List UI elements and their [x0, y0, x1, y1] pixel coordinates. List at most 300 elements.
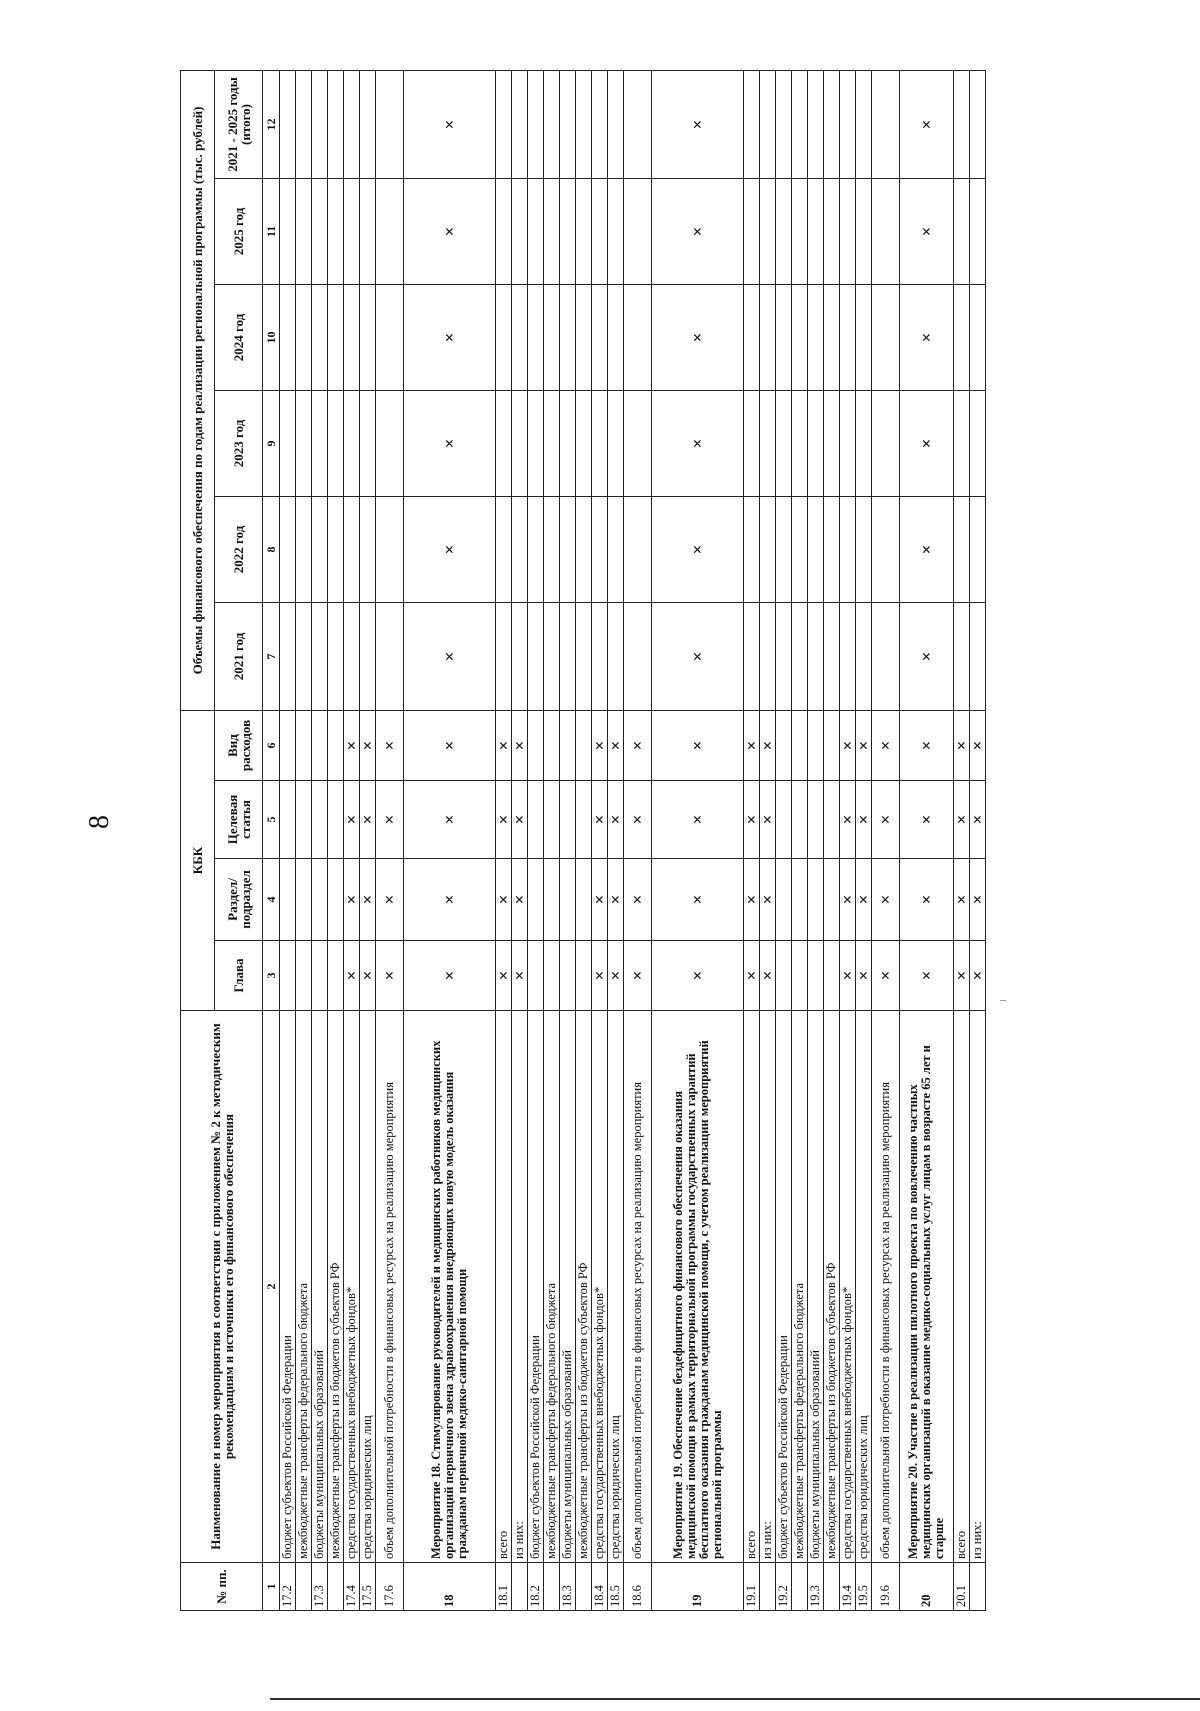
year-cell [744, 70, 760, 178]
year-cell [544, 496, 560, 602]
kbk-cell: × [840, 710, 856, 780]
year-cell [744, 496, 760, 602]
row-name: бюджеты муниципальных образований [560, 1011, 576, 1563]
column-number-row [263, 70, 280, 1610]
column-number: 12 [263, 70, 280, 178]
row-number: 19.2 [776, 1563, 792, 1611]
row-number: 19.4 [840, 1563, 856, 1611]
year-cell [344, 496, 360, 602]
year-cell [824, 70, 840, 178]
kbk-cell [544, 859, 560, 941]
row-number: 19.3 [808, 1563, 824, 1611]
kbk-cell: × [760, 781, 776, 859]
year-cell [512, 602, 528, 710]
kbk-cell: × [744, 941, 760, 1011]
year-cell [792, 602, 808, 710]
row-number: 18.4 [592, 1563, 608, 1611]
year-cell [544, 602, 560, 710]
kbk-cell: × [954, 859, 970, 941]
row-name: межбюджетные трансферты федерального бюджета [296, 1011, 312, 1563]
kbk-cell [528, 781, 544, 859]
header-name: Наименование и номер мероприятия в соответствии с приложением № 2 к методическим рекомендациям и источники его финансового обеспечения [181, 1011, 263, 1563]
year-cell [840, 496, 856, 602]
table-row [280, 70, 296, 1610]
year-cell [312, 390, 328, 496]
kbk-cell: × [608, 710, 624, 780]
year-cell [954, 178, 970, 284]
kbk-cell [792, 941, 808, 1011]
year-cell [344, 390, 360, 496]
year-cell: × [900, 178, 954, 284]
row-number [576, 1563, 592, 1611]
year-cell [376, 178, 404, 284]
kbk-cell: × [512, 781, 528, 859]
year-cell [296, 178, 312, 284]
row-name: из них: [760, 1011, 776, 1563]
year-cell [970, 496, 986, 602]
kbk-cell [808, 859, 824, 941]
year-cell [328, 284, 344, 390]
kbk-cell [808, 710, 824, 780]
row-number: 17.4 [344, 1563, 360, 1611]
year-cell [576, 178, 592, 284]
year-cell [970, 602, 986, 710]
year-cell [824, 602, 840, 710]
kbk-cell: × [856, 859, 872, 941]
header-2022: 2022 год [215, 496, 263, 602]
year-cell [776, 602, 792, 710]
kbk-cell: × [856, 941, 872, 1011]
row-number: 18.5 [608, 1563, 624, 1611]
kbk-cell: × [496, 710, 512, 780]
row-number [970, 1563, 986, 1611]
kbk-cell: × [856, 781, 872, 859]
row-name: средства государственных внебюджетных фондов* [344, 1011, 360, 1563]
page-number: 8 [84, 815, 115, 829]
kbk-cell: × [624, 859, 652, 941]
year-cell [824, 390, 840, 496]
kbk-cell [792, 781, 808, 859]
kbk-cell [560, 941, 576, 1011]
year-cell [592, 496, 608, 602]
year-cell [760, 602, 776, 710]
kbk-cell [560, 781, 576, 859]
year-cell [576, 284, 592, 390]
row-name: бюджеты муниципальных образований [312, 1011, 328, 1563]
kbk-cell: × [840, 859, 856, 941]
year-cell: × [652, 284, 744, 390]
year-cell [608, 284, 624, 390]
kbk-cell: × [840, 781, 856, 859]
header-2021: 2021 год [215, 602, 263, 710]
row-name: бюджет субъектов Российской Федерации [776, 1011, 792, 1563]
year-cell [856, 178, 872, 284]
header-razdel: Раздел/ подраздел [215, 859, 263, 941]
kbk-cell [280, 859, 296, 941]
year-cell [528, 602, 544, 710]
year-cell [608, 496, 624, 602]
year-cell [560, 390, 576, 496]
year-cell [328, 602, 344, 710]
kbk-cell: × [760, 941, 776, 1011]
kbk-cell: × [592, 710, 608, 780]
year-cell [344, 284, 360, 390]
table-row [760, 70, 776, 1610]
year-cell [592, 178, 608, 284]
year-cell [328, 390, 344, 496]
kbk-cell [528, 941, 544, 1011]
kbk-cell: × [512, 941, 528, 1011]
page-bottom-rule [270, 1698, 1200, 1700]
table-body [280, 70, 986, 1610]
kbk-cell: × [970, 710, 986, 780]
year-cell: × [652, 70, 744, 178]
year-cell [824, 284, 840, 390]
year-cell [624, 496, 652, 602]
row-name: средства государственных внебюджетных фондов* [840, 1011, 856, 1563]
year-cell [760, 496, 776, 602]
year-cell [544, 178, 560, 284]
table-row [544, 70, 560, 1610]
row-number: 19.1 [744, 1563, 760, 1611]
kbk-cell [808, 941, 824, 1011]
kbk-cell: × [970, 859, 986, 941]
year-cell [544, 70, 560, 178]
kbk-cell [296, 941, 312, 1011]
year-cell [312, 178, 328, 284]
table-row [360, 70, 376, 1610]
header-statya: Целевая статья [215, 781, 263, 859]
row-number [512, 1563, 528, 1611]
year-cell [970, 70, 986, 178]
year-cell: × [900, 284, 954, 390]
year-cell [312, 70, 328, 178]
year-cell [808, 390, 824, 496]
row-name: межбюджетные трансферты из бюджетов субъектов РФ [328, 1011, 344, 1563]
header-glava: Глава [215, 941, 263, 1011]
kbk-cell [792, 710, 808, 780]
kbk-cell: × [872, 941, 900, 1011]
year-cell [360, 390, 376, 496]
row-name: средства государственных внебюджетных фондов* [592, 1011, 608, 1563]
year-cell: × [404, 178, 496, 284]
kbk-cell [280, 781, 296, 859]
table-row [954, 70, 970, 1610]
year-cell [512, 70, 528, 178]
year-cell [576, 496, 592, 602]
year-cell [872, 284, 900, 390]
kbk-cell [776, 710, 792, 780]
kbk-cell [528, 859, 544, 941]
year-cell [592, 70, 608, 178]
column-number: 1 [263, 1563, 280, 1611]
kbk-cell [296, 710, 312, 780]
kbk-cell: × [624, 710, 652, 780]
table-row [970, 70, 986, 1610]
row-name: средства юридических лиц [360, 1011, 376, 1563]
kbk-cell: × [970, 941, 986, 1011]
kbk-cell: × [376, 941, 404, 1011]
kbk-cell: × [360, 710, 376, 780]
table-row [624, 70, 652, 1610]
row-number [296, 1563, 312, 1611]
row-name: межбюджетные трансферты из бюджетов субъектов РФ [824, 1011, 840, 1563]
year-cell [760, 284, 776, 390]
year-cell [328, 178, 344, 284]
kbk-cell: × [608, 781, 624, 859]
row-name: объем дополнительной потребности в финансовых ресурсах на реализацию мероприятия [624, 1011, 652, 1563]
kbk-cell: × [404, 941, 496, 1011]
kbk-cell: × [496, 941, 512, 1011]
row-number: 20.1 [954, 1563, 970, 1611]
kbk-cell: × [872, 710, 900, 780]
table-row [560, 70, 576, 1610]
row-name: межбюджетные трансферты из бюджетов субъектов РФ [576, 1011, 592, 1563]
financing-table [180, 70, 986, 1611]
row-name: межбюджетные трансферты федерального бюджета [792, 1011, 808, 1563]
year-cell [856, 602, 872, 710]
header-kbk: КБК [181, 710, 215, 1010]
year-cell [744, 602, 760, 710]
year-cell [592, 390, 608, 496]
kbk-cell: × [496, 781, 512, 859]
year-cell [280, 496, 296, 602]
kbk-cell: × [652, 859, 744, 941]
table-row [900, 70, 954, 1610]
kbk-cell [296, 859, 312, 941]
kbk-cell: × [404, 781, 496, 859]
kbk-cell: × [872, 859, 900, 941]
year-cell [280, 390, 296, 496]
year-cell [312, 496, 328, 602]
year-cell [970, 284, 986, 390]
year-cell [312, 602, 328, 710]
table-row [792, 70, 808, 1610]
year-cell [970, 390, 986, 496]
row-number: 19.6 [872, 1563, 900, 1611]
year-cell [328, 496, 344, 602]
row-name: Мероприятие 18. Стимулирование руководителей и медицинских работников медицинских организаций первичного звена здравоохранения внедряющих новую модель оказания гражданам первичной медико-санитарной помощи [404, 1011, 496, 1563]
column-number: 5 [263, 781, 280, 859]
year-cell [296, 602, 312, 710]
kbk-cell [528, 710, 544, 780]
year-cell [824, 496, 840, 602]
column-number: 2 [263, 1011, 280, 1563]
kbk-cell: × [856, 710, 872, 780]
kbk-cell: × [404, 710, 496, 780]
year-cell [776, 178, 792, 284]
year-cell: × [404, 602, 496, 710]
year-cell [376, 602, 404, 710]
year-cell [512, 390, 528, 496]
table-row [512, 70, 528, 1610]
year-cell [560, 602, 576, 710]
kbk-cell: × [900, 941, 954, 1011]
year-cell [954, 602, 970, 710]
kbk-cell: × [512, 710, 528, 780]
kbk-cell: × [496, 859, 512, 941]
year-cell [512, 178, 528, 284]
kbk-cell [312, 710, 328, 780]
year-cell [528, 390, 544, 496]
kbk-cell [296, 781, 312, 859]
year-cell [360, 178, 376, 284]
kbk-cell [560, 710, 576, 780]
year-cell [576, 602, 592, 710]
kbk-cell [792, 859, 808, 941]
year-cell [760, 390, 776, 496]
row-name: из них: [970, 1011, 986, 1563]
row-number: 19 [652, 1563, 744, 1611]
kbk-cell: × [344, 859, 360, 941]
row-name: бюджет субъектов Российской Федерации [280, 1011, 296, 1563]
kbk-cell: × [900, 710, 954, 780]
table-row [840, 70, 856, 1610]
kbk-cell [776, 859, 792, 941]
year-cell [776, 496, 792, 602]
row-number: 17.6 [376, 1563, 404, 1611]
year-cell [776, 284, 792, 390]
year-cell [560, 70, 576, 178]
year-cell [872, 602, 900, 710]
column-number: 11 [263, 178, 280, 284]
kbk-cell: × [954, 781, 970, 859]
year-cell [760, 70, 776, 178]
year-cell [856, 390, 872, 496]
year-cell [808, 284, 824, 390]
row-number: 18.6 [624, 1563, 652, 1611]
rotated-table-container [180, 71, 1080, 1611]
row-number [824, 1563, 840, 1611]
year-cell [776, 70, 792, 178]
year-cell [744, 284, 760, 390]
row-name: межбюджетные трансферты федерального бюджета [544, 1011, 560, 1563]
kbk-cell: × [652, 941, 744, 1011]
year-cell [954, 390, 970, 496]
kbk-cell: × [592, 941, 608, 1011]
year-cell [496, 390, 512, 496]
year-cell [840, 70, 856, 178]
table-header [181, 70, 280, 1610]
year-cell [280, 178, 296, 284]
table-row [496, 70, 512, 1610]
row-number: 18.2 [528, 1563, 544, 1611]
year-cell [512, 496, 528, 602]
table-row [404, 70, 496, 1610]
year-cell [624, 390, 652, 496]
table-row [328, 70, 344, 1610]
kbk-cell: × [512, 859, 528, 941]
row-number [328, 1563, 344, 1611]
row-number [544, 1563, 560, 1611]
year-cell [592, 284, 608, 390]
row-number [760, 1563, 776, 1611]
year-cell [776, 390, 792, 496]
kbk-cell [776, 781, 792, 859]
kbk-cell [280, 710, 296, 780]
year-cell [560, 496, 576, 602]
row-name: Мероприятие 20. Участие в реализации пилотного проекта по вовлечению частных медицинских организаций в оказание медико-социальных услуг лицам в возрасте 65 лет и старше [900, 1011, 954, 1563]
kbk-cell: × [744, 781, 760, 859]
year-cell [296, 390, 312, 496]
year-cell [376, 284, 404, 390]
row-name: всего [954, 1011, 970, 1563]
table-row [652, 70, 744, 1610]
year-cell [970, 178, 986, 284]
table-row [576, 70, 592, 1610]
row-name: средства юридических лиц [856, 1011, 872, 1563]
year-cell: × [404, 284, 496, 390]
year-cell: × [900, 602, 954, 710]
kbk-cell: × [592, 781, 608, 859]
year-cell [360, 70, 376, 178]
year-cell [824, 178, 840, 284]
year-cell [608, 390, 624, 496]
year-cell [312, 284, 328, 390]
row-number: 17.2 [280, 1563, 296, 1611]
year-cell [496, 70, 512, 178]
kbk-cell: × [376, 710, 404, 780]
year-cell [376, 496, 404, 602]
header-2025: 2025 год [215, 178, 263, 284]
column-number: 9 [263, 390, 280, 496]
header-total: 2021 - 2025 годы (итого) [215, 70, 263, 178]
kbk-cell: × [624, 781, 652, 859]
year-cell [528, 70, 544, 178]
kbk-cell: × [840, 941, 856, 1011]
kbk-cell: × [344, 941, 360, 1011]
row-name: из них: [512, 1011, 528, 1563]
row-number: 18 [404, 1563, 496, 1611]
year-cell [496, 496, 512, 602]
kbk-cell: × [744, 859, 760, 941]
kbk-cell [808, 781, 824, 859]
kbk-cell: × [360, 941, 376, 1011]
table-row [296, 70, 312, 1610]
row-number: 17.5 [360, 1563, 376, 1611]
year-cell [792, 496, 808, 602]
year-cell [344, 178, 360, 284]
year-cell [808, 178, 824, 284]
year-cell [760, 178, 776, 284]
column-number: 10 [263, 284, 280, 390]
year-cell [528, 178, 544, 284]
year-cell: × [652, 602, 744, 710]
year-cell [856, 496, 872, 602]
year-cell [496, 178, 512, 284]
table-row [872, 70, 900, 1610]
row-number [792, 1563, 808, 1611]
year-cell [544, 390, 560, 496]
column-number: 3 [263, 941, 280, 1011]
kbk-cell: × [376, 781, 404, 859]
table-row [608, 70, 624, 1610]
row-name: бюджет субъектов Российской Федерации [528, 1011, 544, 1563]
year-cell [608, 602, 624, 710]
column-number: 7 [263, 602, 280, 710]
year-cell [624, 602, 652, 710]
year-cell [360, 602, 376, 710]
kbk-cell [544, 781, 560, 859]
column-number: 8 [263, 496, 280, 602]
year-cell [840, 178, 856, 284]
row-number: 18.1 [496, 1563, 512, 1611]
year-cell [344, 602, 360, 710]
year-cell [576, 70, 592, 178]
kbk-cell: × [652, 781, 744, 859]
kbk-cell [312, 941, 328, 1011]
kbk-cell: × [954, 710, 970, 780]
